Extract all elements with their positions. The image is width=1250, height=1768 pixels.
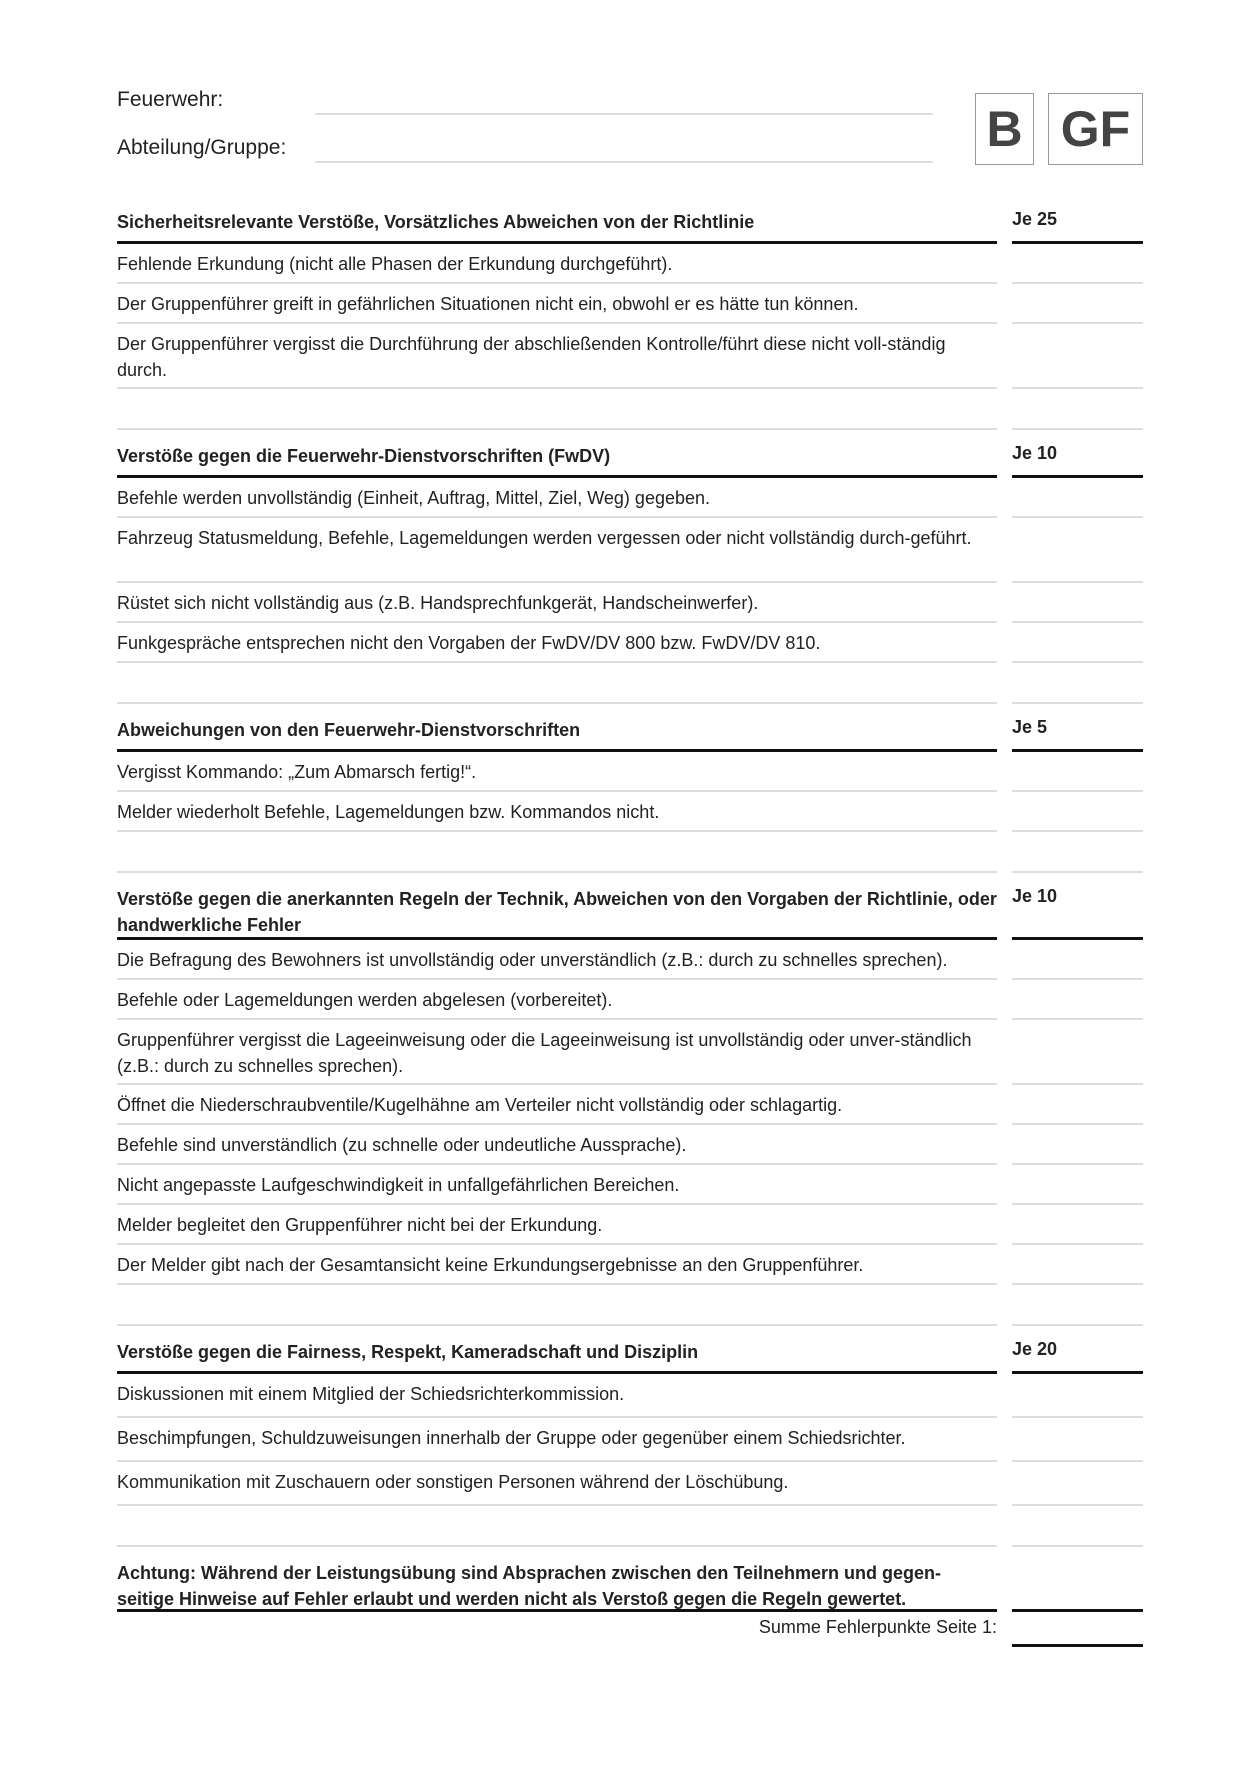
list-item-score-field[interactable] [1012,1020,1143,1085]
list-item [117,980,1143,1020]
sum-label: Summe Fehlerpunkte Seite 1: [758,1617,997,1637]
list-item [117,1374,1143,1418]
section-header-text: Verstöße gegen die anerkannten Regeln der Technik, Abweichen von den Vorgaben der Richtlinie, oder handwerkliche Fehler [117,873,997,940]
list-item [117,1205,1143,1245]
section-header-text: Sicherheitsrelevante Verstöße, Vorsätzliches Abweichen von der Richtlinie [117,196,997,244]
list-item-text: Befehle oder Lagemeldungen werden abgelesen (vorbereitet). [117,980,997,1020]
section-header-points: Je 20 [1012,1326,1143,1374]
list-item-text: Der Gruppenführer greift in gefährlichen Situationen nicht ein, obwohl er es hätte tun können. [117,284,997,324]
list-item-score-field[interactable] [1012,518,1143,583]
list-item-text: Diskussionen mit einem Mitglied der Schiedsrichterkommission. [117,1374,997,1418]
list-item [117,518,1143,583]
list-item [117,623,1143,663]
list-item [117,1418,1143,1462]
unit-label: Abteilung/Gruppe: [117,136,287,159]
list-item-score-field[interactable] [1012,940,1143,980]
fire-dept-field[interactable] [315,113,933,115]
list-item-score-field[interactable] [1012,284,1143,324]
list-item-text: Öffnet die Niederschraubventile/Kugelhähne am Verteiler nicht vollständig oder schlagartig. [117,1085,997,1125]
section-header-points: Je 25 [1012,196,1143,244]
spacer-row-score-field[interactable] [1012,389,1143,430]
list-item [117,1020,1143,1085]
list-item-text: Der Gruppenführer vergisst die Durchführung der abschließenden Kontrolle/führt diese nicht voll-ständig durch. [117,324,997,389]
box-b: B [975,93,1034,165]
list-item-score-field[interactable] [1012,752,1143,792]
list-item [117,1125,1143,1165]
list-item-score-field[interactable] [1012,792,1143,832]
sum-field[interactable] [1012,1615,1143,1647]
list-item-text: Befehle sind unverständlich (zu schnelle oder undeutliche Aussprache). [117,1125,997,1165]
section-header [117,873,1143,940]
spacer-row-score-field[interactable] [1012,1285,1143,1326]
list-item-text: Nicht angepasste Laufgeschwindigkeit in unfallgefährlichen Bereichen. [117,1165,997,1205]
list-item-text: Die Befragung des Bewohners ist unvollständig oder unverständlich (z.B.: durch zu schnelles sprechen). [117,940,997,980]
list-item-score-field[interactable] [1012,1462,1143,1506]
list-item [117,1245,1143,1285]
list-item-text: Fehlende Erkundung (nicht alle Phasen der Erkundung durchgeführt). [117,244,997,284]
list-item-score-field[interactable] [1012,1374,1143,1418]
list-item-text: Gruppenführer vergisst die Lageeinweisung oder die Lageeinweisung ist unvollständig oder unver-ständlich (z.B.: durch zu schnelles sprechen). [117,1020,997,1085]
penalty-sheet [117,196,1143,1612]
section-header [117,1326,1143,1374]
spacer-row [117,389,1143,430]
spacer-row-text [117,389,997,430]
spacer-row-text [117,663,997,704]
list-item-score-field[interactable] [1012,1205,1143,1245]
section-header [117,196,1143,244]
list-item-score-field[interactable] [1012,1245,1143,1285]
list-item-score-field[interactable] [1012,980,1143,1020]
list-item [117,244,1143,284]
list-item-score-field[interactable] [1012,583,1143,623]
spacer-row [117,663,1143,704]
fire-dept-label: Feuerwehr: [117,88,224,111]
list-item-text: Funkgespräche entsprechen nicht den Vorgaben der FwDV/DV 800 bzw. FwDV/DV 810. [117,623,997,663]
list-item-text: Vergisst Kommando: „Zum Abmarsch fertig!“. [117,752,997,792]
list-item [117,324,1143,389]
list-item [117,752,1143,792]
list-item-text: Melder wiederholt Befehle, Lagemeldungen bzw. Kommandos nicht. [117,792,997,832]
spacer-row-score-field[interactable] [1012,663,1143,704]
list-item [117,478,1143,518]
list-item-score-field[interactable] [1012,244,1143,284]
list-item-score-field[interactable] [1012,1085,1143,1125]
list-item-text: Fahrzeug Statusmeldung, Befehle, Lagemeldungen werden vergessen oder nicht vollständig durch-geführt. [117,518,997,583]
sum-row [117,1615,1143,1647]
list-item-score-field[interactable] [1012,324,1143,389]
list-item [117,940,1143,980]
list-item-score-field[interactable] [1012,478,1143,518]
section-header [117,704,1143,752]
list-item-text: Melder begleitet den Gruppenführer nicht bei der Erkundung. [117,1205,997,1245]
list-item-score-field[interactable] [1012,1125,1143,1165]
notice-row-text: Achtung: Während der Leistungsübung sind Absprachen zwischen den Teilnehmern und gegen-seitige Hinweise auf Fehler erlaubt und werden nicht als Verstoß gegen die Regeln gewertet. [117,1547,997,1612]
list-item [117,792,1143,832]
section-header-text: Abweichungen von den Feuerwehr-Dienstvorschriften [117,704,997,752]
section-header-points: Je 5 [1012,704,1143,752]
section-header [117,430,1143,478]
section-header-text: Verstöße gegen die Fairness, Respekt, Kameradschaft und Disziplin [117,1326,997,1374]
spacer-row-text [117,832,997,873]
list-item [117,1165,1143,1205]
section-header-points: Je 10 [1012,430,1143,478]
list-item-text: Beschimpfungen, Schuldzuweisungen innerhalb der Gruppe oder gegenüber einem Schiedsrichter. [117,1418,997,1462]
list-item-score-field[interactable] [1012,1418,1143,1462]
list-item-text: Rüstet sich nicht vollständig aus (z.B. Handsprechfunkgerät, Handscheinwerfer). [117,583,997,623]
spacer-row-text [117,1285,997,1326]
list-item-text: Der Melder gibt nach der Gesamtansicht keine Erkundungsergebnisse an den Gruppenführer. [117,1245,997,1285]
list-item [117,583,1143,623]
spacer-row-text [117,1506,997,1547]
spacer-row-score-field[interactable] [1012,832,1143,873]
list-item [117,1462,1143,1506]
list-item-text: Befehle werden unvollständig (Einheit, Auftrag, Mittel, Ziel, Weg) gegeben. [117,478,997,518]
box-gf: GF [1048,93,1143,165]
section-header-text: Verstöße gegen die Feuerwehr-Dienstvorschriften (FwDV) [117,430,997,478]
list-item-text: Kommunikation mit Zuschauern oder sonstigen Personen während der Löschübung. [117,1462,997,1506]
list-item-score-field[interactable] [1012,623,1143,663]
list-item-score-field[interactable] [1012,1165,1143,1205]
list-item [117,1085,1143,1125]
spacer-row [117,1285,1143,1326]
section-header-points: Je 10 [1012,873,1143,940]
spacer-row [117,832,1143,873]
notice-row-score-field[interactable] [1012,1547,1143,1612]
unit-field[interactable] [315,161,933,163]
spacer-row [117,1506,1143,1547]
list-item [117,284,1143,324]
notice-row [117,1547,1143,1612]
spacer-row-score-field[interactable] [1012,1506,1143,1547]
